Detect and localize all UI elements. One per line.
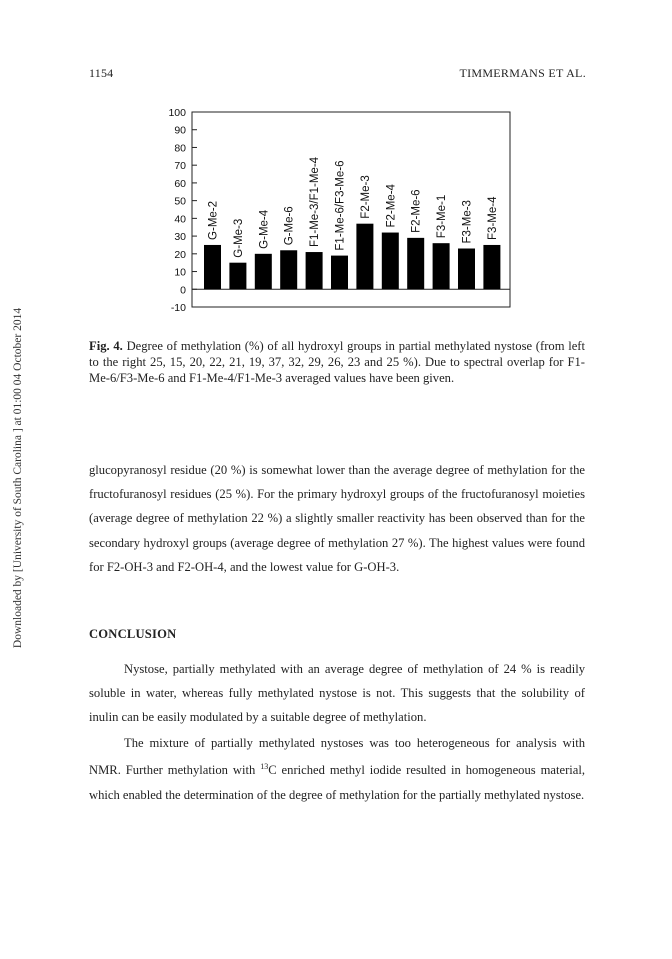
bar <box>331 256 348 290</box>
conclusion-paragraph-1: Nystose, partially methylated with an average degree of methylation of 24 % is readily soluble in water, whereas fully methylated nystose is not. This suggests that the solubility of inulin can be easily modulated by a suitable degree of methylation. <box>89 662 585 725</box>
y-tick-label: 100 <box>168 107 186 119</box>
bar-category-label: F2-Me-6 <box>410 189 423 233</box>
figure-caption <box>89 338 585 386</box>
body-paragraph: glucopyranosyl residue (20 %) is somewhat lower than the average degree of methylation for the fructofuranosyl residues (25 %). For the primary hydroxyl groups of the fructofuranosyl moieties (average degree of methylation 22 %) a slightly smaller reactivity has been observed than for the secondary hydroxyl groups (average degree of methylation 27 %). The highest values were found for F2-OH-3 and F2-OH-4, and the lowest value for G-OH-3. <box>89 463 585 574</box>
bar <box>356 224 373 290</box>
bar-category-label: F3-Me-4 <box>486 196 499 240</box>
y-tick-label: 70 <box>174 160 186 173</box>
y-tick-label: 80 <box>174 142 186 155</box>
paragraph-text: C enriched methyl iodide resulted in homogeneous material, which enabled the determination of the degree of methylation for the partially methylated nystose. <box>89 763 585 802</box>
bar-category-label: G-Me-4 <box>258 209 271 249</box>
conclusion-paragraph-2 <box>89 731 585 807</box>
bar <box>483 245 500 289</box>
y-tick-label: 30 <box>174 231 186 244</box>
y-tick-label: 60 <box>174 177 186 190</box>
y-tick-label: 90 <box>174 124 186 137</box>
bar <box>255 254 272 289</box>
bar <box>382 233 399 290</box>
running-head-authors: TIMMERMANS ET AL. <box>459 66 586 80</box>
bar-category-label: F3-Me-3 <box>461 200 474 244</box>
y-tick-label: 0 <box>180 284 186 297</box>
bar <box>433 243 450 289</box>
bar-category-label: G-Me-6 <box>283 206 296 246</box>
bar-category-label: F2-Me-4 <box>385 184 398 228</box>
figure-label: Fig. 4. <box>89 339 123 353</box>
bar-category-label: F1-Me-6/F3-Me-6 <box>334 160 347 251</box>
y-tick-label: 50 <box>174 195 186 208</box>
bar <box>280 250 297 289</box>
paragraph-text: The mixture of partially methylated nystoses was too heterogeneous for analysis with NMR. Further methylation with <box>89 736 585 778</box>
bar-category-label: G-Me-3 <box>232 218 245 258</box>
methylation-bar-chart <box>140 104 520 314</box>
bar <box>306 252 323 289</box>
bar-category-label: F2-Me-3 <box>359 175 372 219</box>
download-watermark: Downloaded by [University of South Carolina ] at 01:00 04 October 2014 <box>12 307 24 649</box>
bar-category-label: F3-Me-1 <box>436 194 449 239</box>
bar-category-label: F1-Me-3/F1-Me-4 <box>309 156 322 248</box>
section-heading-conclusion: CONCLUSION <box>89 627 177 641</box>
page-number: 1154 <box>89 66 114 80</box>
y-tick-label: 20 <box>174 248 186 261</box>
bar-category-label: G-Me-2 <box>207 200 220 240</box>
y-tick-label: 10 <box>174 266 186 279</box>
bar <box>204 245 221 289</box>
bar <box>458 249 475 290</box>
bar <box>407 238 424 289</box>
y-tick-label: 40 <box>174 213 186 226</box>
y-tick-label: -10 <box>170 302 186 314</box>
isotope-superscript: 13 <box>260 762 269 772</box>
bar <box>229 263 246 290</box>
figure-caption-text: Degree of methylation (%) of all hydroxyl groups in partial methylated nystose (from left to the right 25, 15, 20, 22, 21, 19, 37, 32, 29, 26, 23 and 25 %). Due to spectral overlap for F1-Me-6/F3-Me-6 and F1-Me-4/F1-Me-3 averaged values have been given. <box>89 339 586 385</box>
